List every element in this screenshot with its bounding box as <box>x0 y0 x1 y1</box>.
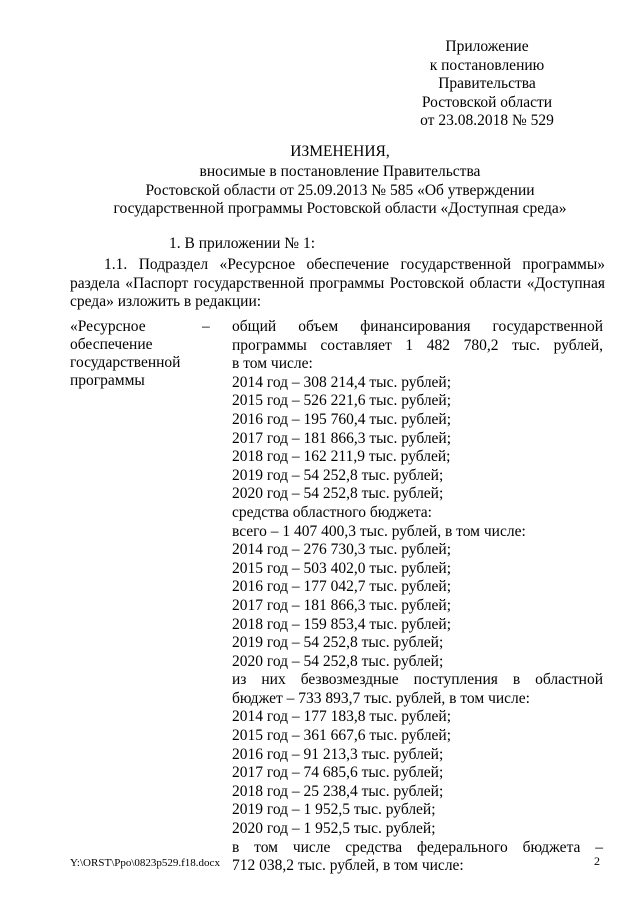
appendix-line: от 23.08.2018 № 529 <box>420 112 554 129</box>
value-line: 2015 год – 526 221,6 тыс. рублей; <box>232 392 452 410</box>
value-line: 2015 год – 503 402,0 тыс. рублей; <box>232 559 452 577</box>
subsection-paragraph <box>70 256 605 312</box>
paragraph-line: 1.1. Подраздел «Ресурсное обеспечение государственной программы» <box>104 256 605 273</box>
value-line: бюджет – 733 893,7 тыс. рублей, в том числе: <box>232 689 530 707</box>
value-line: 2018 год – 162 211,9 тыс. рублей; <box>232 448 451 466</box>
table-label-cell <box>70 318 220 390</box>
paragraph-line: раздела «Паспорт государственной программы Ростовской области «Доступная <box>70 274 605 292</box>
value-line: 712 038,2 тыс. рублей, в том числе: <box>232 857 464 875</box>
paragraph-line: среда» изложить в редакции: <box>70 293 262 310</box>
value-line: 2019 год – 1 952,5 тыс. рублей; <box>232 801 436 819</box>
value-line: в том числе: <box>232 355 313 373</box>
value-line: 2017 год – 74 685,6 тыс. рублей; <box>232 764 444 782</box>
value-line: 2020 год – 1 952,5 тыс. рублей; <box>232 820 436 838</box>
label-line: обеспечение <box>70 336 153 353</box>
value-line: 2019 год – 54 252,8 тыс. рублей; <box>232 466 444 484</box>
value-line: 2018 год – 25 238,4 тыс. рублей; <box>232 782 444 800</box>
label-line: государственной <box>70 354 181 371</box>
value-line: 2020 год – 54 252,8 тыс. рублей; <box>232 485 444 503</box>
value-line: программы составляет 1 482 780,2 тыс. рублей, <box>232 336 603 354</box>
footer-page-number: 2 <box>594 854 600 868</box>
appendix-line: Ростовской области <box>421 93 553 111</box>
document-subtitle-line: вносимые в постановление Правительства <box>199 163 481 180</box>
value-line: 2018 год – 159 853,4 тыс. рублей; <box>232 615 452 633</box>
document-subtitle-line: государственной программы Ростовской области «Доступная среда» <box>113 200 567 217</box>
section-item-1: 1. В приложении № 1: <box>169 235 316 252</box>
value-line: 2017 год – 181 866,3 тыс. рублей; <box>232 596 452 614</box>
value-line: 2020 год – 54 252,8 тыс. рублей; <box>232 652 444 670</box>
footer-file-path: Y:\ORST\Ppo\0823p529.f18.docx <box>70 857 220 869</box>
document-heading <box>40 141 640 219</box>
label-line: «Ресурсное <box>70 318 146 335</box>
table-dash: – <box>202 318 210 335</box>
value-line: 2016 год – 91 213,3 тыс. рублей; <box>232 745 444 763</box>
appendix-line: Приложение <box>445 38 529 55</box>
appendix-line: к постановлению <box>429 56 545 74</box>
value-line: средства областного бюджета: <box>232 503 432 521</box>
table-value-cell <box>232 318 603 876</box>
appendix-header <box>400 38 574 131</box>
document-title: ИЗМЕНЕНИЯ, <box>290 143 390 160</box>
value-line: 2014 год – 177 183,8 тыс. рублей; <box>232 708 452 726</box>
value-line: 2016 год – 177 042,7 тыс. рублей; <box>232 578 452 596</box>
value-line: 2014 год – 276 730,3 тыс. рублей; <box>232 541 452 559</box>
value-line: 2017 год – 181 866,3 тыс. рублей; <box>232 429 452 447</box>
value-line: 2015 год – 361 667,6 тыс. рублей; <box>232 727 452 745</box>
value-line: 2016 год – 195 760,4 тыс. рублей; <box>232 410 452 428</box>
label-line: программы <box>70 372 145 389</box>
value-line: из них безвозмездные поступления в областной <box>232 671 603 689</box>
document-subtitle-line: Ростовской области от 25.09.2013 № 585 «Об утверждении <box>145 181 535 199</box>
value-line: 2014 год – 308 214,4 тыс. рублей; <box>232 373 452 391</box>
value-line: всего – 1 407 400,3 тыс. рублей, в том числе: <box>232 522 526 540</box>
value-line: общий объем финансирования государственной <box>232 318 603 335</box>
appendix-line: Правительства <box>438 75 536 92</box>
value-line: в том числе средства федерального бюджета – <box>232 838 603 856</box>
value-line: 2019 год – 54 252,8 тыс. рублей; <box>232 634 444 652</box>
